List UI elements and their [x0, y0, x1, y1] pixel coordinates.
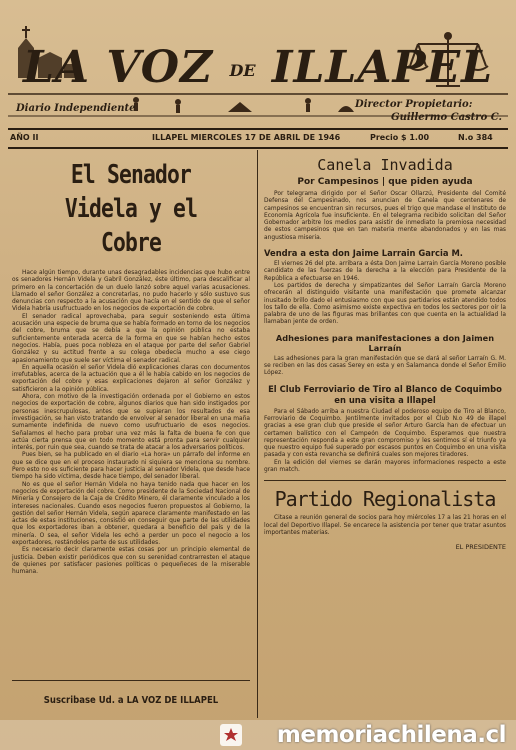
issue-year: AÑO II [10, 133, 39, 142]
paragraph: No es que el señor Hernán Videla no haya tenido nada que hacer en los negocios de exportación del cobre. Como presidente de la Sociedad Nacional de Minería y Consejero de la Caja de Crédito Minero, él claramente vinculado a los intereses nacionales. Cuando esos negocios fueron propuestos al Gobierno, la gestión del señor Hernán Videla, según aparece claramente manifestado en las actas de estas instituciones, consistió en conseguir que parte de las utilidades que los exportadores iban a obtener, quedara a beneficio del país y de la minería. O sea, el señor Videla les echó a perder un poco el negocio a los exportadores, restándoles parte de sus utilidades. [12, 481, 250, 546]
chile-star-icon [220, 724, 242, 746]
paragraph: En la edición del viernes se darán mayores informaciones respecto a este gran match. [264, 459, 506, 474]
paragraph: Hace algún tiempo, durante unas desagradables incidencias que hubo entre os senadores Hernán Videla y Gabril González, éste último, para descalificar al primero en la concertación de un duelo lanzó sobre aquel varias acusaciones. Llamado el señor González a concretarlas, no pudo hacerlo y sólo sustuvo sus denuncias con respecto a la acusación que hacía en el sentido de que el señor Videla habría usufructuado en los negocios de exportación de cobre. [12, 270, 250, 313]
paragraph: Es necesario decir claramente estas cosas por un principio elemental de justicia. Deben existir periódicos que con su serenidad contrarresten el ataque de quienes por satisfacer pasiones políticas o pequeñeces de la miserable humana. [12, 547, 250, 576]
paragraph: El senador radical aprovechaba, para seguir sosteniendo esta última acusación una especie de bruma que se había formado en torno de los negocios del cobre, bruma que se debía a que la opinión pública no estaba suficientemente enterada acerca de la forma en que se habían hecho estos negocios. Había, pues poca nobleza en el ataque por parte del señor Gabriel González y su actitud frente a su colega obedecía mucho a ese ciego apasionamiento que suele ser víctima el senador radical. [12, 313, 250, 364]
article-body [264, 191, 506, 242]
article-headline: El Club Ferroviario de Tiro al Blanco de Coquimbo en una visita a Illapel [268, 383, 502, 405]
watermark-bar [0, 720, 516, 750]
watermark-text: memoriachilena.cl [276, 722, 506, 748]
director-credit: Director Propietario: Guillermo Castro C. [355, 99, 502, 123]
article-body [264, 515, 506, 537]
issue-place-date: ILLAPEL MIERCOLES 17 DE ABRIL DE 1946 [152, 133, 341, 142]
article-kicker: Por Campesinos | que piden ayuda [297, 177, 473, 187]
issue-info-bar [10, 131, 506, 145]
paragraph: En aquella ocasión el señor Videla dió explicaciones claras con documentos irrefutables, acerca de la actuación que a él le había cabido en los negocios de exportación del cobre y esas explicaciones dejaron al señor González y satisficieron a la opinión pública. [12, 364, 250, 393]
divider [12, 680, 250, 681]
paragraph: Citase a reunión general de socios para hoy miércoles 17 a las 21 horas en el local del Deportivo Illapel. Se encarece la asistencia por tener que tratar asuntos importantes materias. [264, 515, 506, 536]
article-body [264, 356, 506, 378]
issue-price: Precio $ 1.00 [370, 133, 430, 142]
subscribe-notice: Suscribase Ud. a LA VOZ DE ILLAPEL [43, 695, 219, 706]
paragraph: Los partidos de derecha y simpatizantes del Señor Larraín García Moreno ofrecerán al distinguido visitante una manifestación que promete alcanzar inusitado brillo dado el entusiasmo con que sus partidarios están atendido todos los tallo de ella. Como asimismo existe expectiva en todos los sectores por oír la palabra de uno de las figuras mas brillantes con que cuenta en la actualidad la llamaban jente de orden. [264, 282, 506, 326]
left-column [12, 150, 250, 706]
paragraph: Las adhesiones para la gran manifestación que se dará al señor Larraín G. M. se reciben en las dos casas Serey en esta y en Salamanca donde el Señor Emilio López. [264, 355, 506, 377]
issue-number: N.o 384 [458, 133, 493, 142]
paragraph: Para el Sábado arriba a nuestra Ciudad el poderoso equipo de Tiro al Blanco, Ferroviario de Coquimbo. Jentilmente invitados por el Club N.o 49 de illapel gracias a ese gran club que preside el señor Arturo García han de efectuar un certamen balístico con el Campeón de Coquimbo. Esperamos que nuestra representación responda a este gran compromiso y les sentimos sí el triunfo ya que nuestro equipo fué superado por escasos puntos en Coquimbo en una visita pasada y con esta revancha se definirá cuales son mejores tiradores. [264, 408, 506, 459]
divider [264, 480, 506, 481]
article-headline: Canela Invadida [317, 156, 453, 174]
signature: EL PRESIDENTE [455, 543, 506, 552]
article-headline: Adhesiones para manifestaciones a don Jaimen Larraín [275, 332, 495, 353]
paragraph: Ahora, con motivo de la investigación ordenada por el Gobierno en estos negocios de exportación de cobre, algunos diarios que han sido instigados por personas inescrupulosas, antes que se supieran los resultados de esa investigación, se han visto tratando de envolver al senador liberal en una maña sumamente indefinida de nuevo como usufructuario de esos negocios. Señalamos el hecho para probar una vez más la falta de buena fe con que actúa cierta prensa que en todo momento está pronta para servir cualquier interés, por ruin que sea, cuando se trata de atacar a los adversarios políticos. [12, 394, 250, 452]
article-body [264, 261, 506, 327]
article-headline: Partido Regionalista [274, 487, 496, 512]
column-divider [257, 150, 258, 718]
paragraph: El viernes 26 del pte. arribara a ésta Don Jaime Larrain García Moreno posible candidato de las fuerzas de la derecha a la elección para Presidente de la República a efectuarse en 1946. [264, 261, 506, 282]
masthead [8, 8, 508, 126]
paragraph: Por telegrama dirigido por el Señor Oscar Ollarzú, Presidente del Comité Defensa del Campesinado, nos anuncian de Canela que centenares de campesinos se encuentran sin recursos, pues el trigo que mandase el Instituto de Economía Agrícola fue insuficiente. En el telegrama recibido solicitan del Señor Gobernador arbitre los medios para asistir de inmediato la premiosa necesidad de estos campesinos que en tan materia mente abandonados y en las mas angustiosa miseria. [264, 191, 506, 241]
article-headline: Vendra a esta don Jaime Larrain Garcia M. [264, 248, 463, 259]
article-body [264, 409, 506, 475]
tagline: Diario Independiente [16, 103, 136, 114]
divider [8, 147, 508, 149]
paragraph: Pues bien, se ha publicado en el diario «La hora» un párrafo del informe en que se dice que en el proceso instaurado ni siquiera se menciona su nombre. Pero esto no es suficiente para hacer justicia al senador Videla, que desde hace tiempo ha sido víctima, desde hace tiempo, del senador liberal. [12, 452, 250, 481]
divider [8, 128, 508, 130]
newspaper-title: LA VOZ DE ILLAPEL [22, 42, 494, 93]
article-body [12, 270, 250, 576]
right-column [264, 150, 506, 551]
article-headline: El Senador Videla y el Cobre [64, 160, 198, 258]
